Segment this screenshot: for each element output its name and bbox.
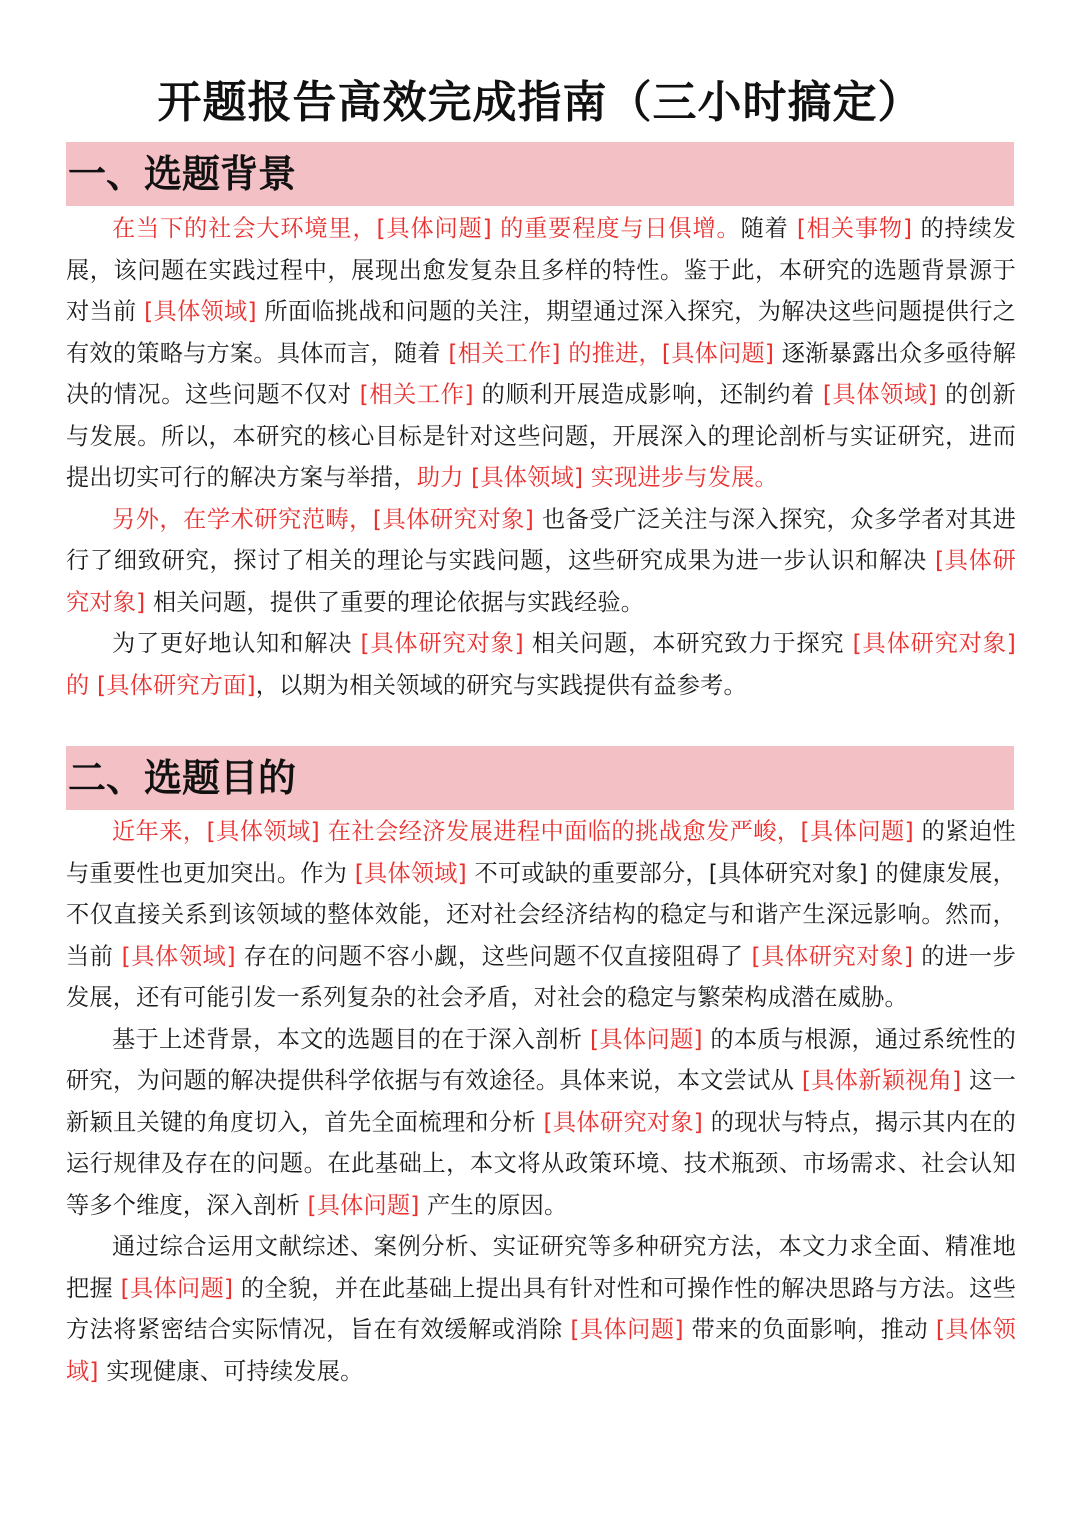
body-text: 的全貌，并在此基础上提出具有针对性和可操作性的解决思路与方法。这些方法将紧密结合实际情况，旨在有效缓解或消除	[66, 1274, 1016, 1343]
highlight-text: 另外，在学术研究范畴，[具体研究对象]	[112, 505, 535, 533]
body-text: 的现状与特点，揭示其内在的运行规律及存在的问题。在此基础上，本文将从政策环境、技术瓶颈、市场需求、社会认知等多个维度，深入剖析	[66, 1108, 1016, 1219]
highlight-text: [具体研究对象]	[751, 942, 914, 970]
highlight-text: [具体问题]	[570, 1316, 684, 1343]
body-text: 随着	[740, 215, 797, 242]
body-text: 的本质与根源，通过系统性的研究，为问题的解决提供科学依据与有效途径。具体来说，本文尝试从	[66, 1025, 1016, 1094]
paragraph	[66, 499, 1016, 624]
highlight-text: [具体研究对象]	[543, 1108, 704, 1136]
body-text: 的进一步发展，还有可能引发一系列复杂的社会矛盾，对社会的稳定与繁荣构成潜在威胁。	[66, 942, 1016, 1011]
body-text: 的持续发展，该问题在实践过程中，展现出愈发复杂且多样的特性。鉴于此，本研究的选题背景源于对当前	[66, 215, 1016, 325]
highlight-text: [具体研究对象]	[360, 630, 524, 657]
section-body-purpose	[66, 811, 1016, 1392]
body-text: ，以期为相关领域的研究与实践提供有益参考。	[255, 671, 747, 699]
body-text: 的顺利开展造成影响，还制约着	[473, 381, 823, 408]
highlight-text: [具体研究对象]	[66, 547, 1016, 616]
highlight-text: [具体研究对象] 的 [具体研究方面]	[66, 630, 1016, 699]
paragraph	[66, 1226, 1016, 1392]
body-text: 相关问题，本研究致力于探究	[523, 630, 853, 657]
paragraph	[66, 1019, 1016, 1227]
body-text: 逐渐暴露出众多亟待解决的情况。这些问题不仅对	[66, 339, 1016, 408]
section-heading-purpose: 二、选题目的	[66, 746, 1014, 810]
highlight-text: 在当下的社会大环境里，[具体问题] 的重要程度与日俱增。	[112, 215, 741, 242]
body-text: 为了更好地认知和解决	[112, 630, 361, 657]
highlight-text: [相关工作] 的推进，[具体问题]	[448, 339, 775, 367]
body-text: 这一新颖且关键的角度切入，首先全面梳理和分析	[66, 1067, 1016, 1136]
section-heading-background: 一、选题背景	[66, 142, 1014, 206]
page-title: 开题报告高效完成指南（三小时搞定）	[157, 77, 923, 128]
section-body-background	[66, 208, 1016, 706]
highlight-text: [相关工作]	[359, 381, 474, 408]
body-text: 所面临挑战和问题的关注，期望通过深入探究，为解决这些问题提供行之有效的策略与方案。具体而言，随着	[66, 298, 1017, 367]
paragraph	[66, 623, 1016, 706]
body-text: 不可或缺的重要部分，[具体研究对象] 的健康发展，不仅直接关系到该领域的整体效能，还对社会经济结构的稳定与和谐产生深远影响。然而，当前	[66, 859, 1016, 970]
paragraph	[66, 811, 1016, 1019]
body-text: 实现健康、可持续发展。	[98, 1357, 364, 1385]
body-text: 带来的负面影响，推动	[683, 1316, 936, 1343]
highlight-text: [具体领域]	[66, 1316, 1016, 1385]
body-text: 的创新与发展。所以，本研究的核心目标是针对这些问题，开展深入的理论剖析与实证研究，进而提出切实可行的解决方案与举措，	[66, 381, 1016, 491]
body-text: 相关问题，提供了重要的理论依据与实践经验。	[145, 588, 645, 616]
highlight-text: 近年来，[具体领域] 在社会经济发展进程中面临的挑战愈发严峻，[具体问题]	[112, 818, 914, 845]
body-text: 也备受广泛关注与深入探究，众多学者对其进行了细致研究，探讨了相关的理论与实践问题，这些研究成果为进一步认识和解决	[66, 505, 1016, 574]
body-text: 通过综合运用文献综述、案例分析、实证研究等多种研究方法，本文力求全面、精准地把握	[66, 1233, 1016, 1302]
highlight-text: [具体领域]	[822, 381, 937, 408]
highlight-text: [相关事物]	[796, 215, 913, 242]
body-text: 产生的原因。	[419, 1191, 568, 1219]
highlight-text: [具体领域]	[121, 942, 236, 970]
paragraph	[66, 208, 1016, 499]
body-text: 基于上述背景，本文的选题目的在于深入剖析	[112, 1025, 591, 1053]
highlight-text: [具体领域]	[144, 298, 257, 325]
highlight-text: [具体领域]	[354, 859, 467, 887]
body-text: 的紧迫性与重要性也更加突出。作为	[66, 818, 1016, 887]
highlight-text: 助力 [具体领域] 实现进步与发展。	[416, 464, 778, 491]
highlight-text: [具体问题]	[590, 1025, 703, 1053]
highlight-text: [具体问题]	[120, 1274, 234, 1302]
highlight-text: [具体新颖视角]	[801, 1067, 962, 1094]
highlight-text: [具体问题]	[307, 1191, 420, 1219]
body-text: 存在的问题不容小觑，这些问题不仅直接阻碍了	[235, 942, 752, 970]
